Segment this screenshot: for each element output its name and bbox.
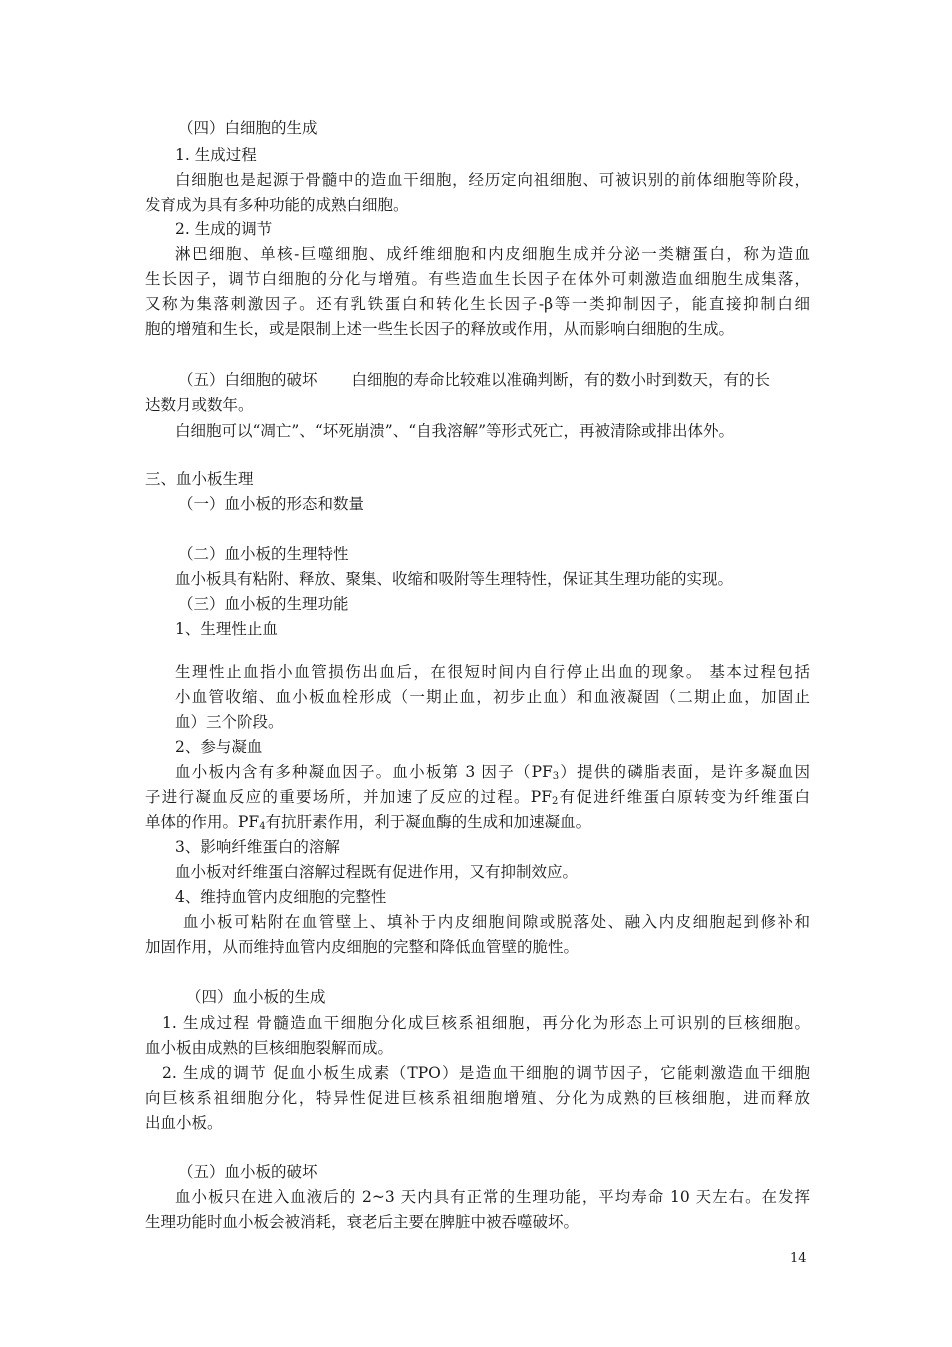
paragraph-line: 血小板具有粘附、释放、聚集、收缩和吸附等生理特性，保证其生理功能的实现。 xyxy=(175,570,734,588)
section-heading: （四）血小板的生成 xyxy=(186,988,326,1006)
subscript: 3 xyxy=(552,771,560,782)
subsection-heading: 3、影响纤维蛋白的溶解 xyxy=(175,838,340,856)
paragraph-line xyxy=(175,762,810,782)
paragraph-text: 白细胞的寿命比较难以准确判断，有的数小时到数天，有的长 xyxy=(351,371,771,389)
section-heading: （四）白细胞的生成 xyxy=(178,119,318,137)
section-heading: （三）血小板的生理功能 xyxy=(178,595,349,613)
paragraph-line: 血小板由成熟的巨核细胞裂解而成。 xyxy=(145,1039,394,1057)
page-number: 14 xyxy=(790,1251,807,1266)
subscript: 4 xyxy=(259,821,266,832)
section-heading: （一）血小板的形态和数量 xyxy=(178,495,365,513)
paragraph-line: 生理性止血指小血管损伤出血后，在很短时间内自行停止出血的现象。 基本过程包括 xyxy=(175,663,810,681)
paragraph-line: 又称为集落刺激因子。还有乳铁蛋白和转化生长因子-β等一类抑制因子，能直接抑制白细 xyxy=(145,295,810,313)
subsection-heading: 1. 生成过程 xyxy=(175,146,257,164)
paragraph-line: 生长因子，调节白细胞的分化与增殖。有些造血生长因子在体外可刺激造血细胞生成集落， xyxy=(145,270,810,288)
subscript: 2 xyxy=(552,796,559,807)
text-run: 单体的作用。PF xyxy=(145,813,260,831)
section-heading: （二）血小板的生理特性 xyxy=(178,545,349,563)
section-heading: （五）血小板的破坏 xyxy=(178,1163,318,1181)
paragraph-line: 血小板可粘附在血管壁上、填补于内皮细胞间隙或脱落处、融入内皮细胞起到修补和 xyxy=(183,913,810,931)
paragraph-line: 加固作用，从而维持血管内皮细胞的完整和降低血管壁的脆性。 xyxy=(145,938,580,956)
subsection-heading: 2. 生成的调节 xyxy=(175,220,273,238)
paragraph-line: 白细胞可以“凋亡”、“坏死崩溃”、“自我溶解”等形式死亡，再被清除或排出体外。 xyxy=(175,422,735,440)
chapter-heading: 三、血小板生理 xyxy=(145,470,254,488)
paragraph-line: 血小板只在进入血液后的 2~3 天内具有正常的生理功能，平均寿命 10 天左右。在发挥 xyxy=(175,1188,810,1206)
text-run: 血小板内含有多种凝血因子。血小板第 3 因子（PF xyxy=(175,763,553,781)
paragraph-line: 2. 生成的调节 促血小板生成素（TPO）是造血干细胞的调节因子，它能刺激造血干细胞 xyxy=(162,1064,810,1082)
paragraph-line xyxy=(145,787,810,807)
paragraph-line: 白细胞也是起源于骨髓中的造血干细胞，经历定向祖细胞、可被识别的前体细胞等阶段， xyxy=(175,171,810,189)
paragraph-line: 发育成为具有多种功能的成熟白细胞。 xyxy=(145,196,409,214)
text-run: 有抗肝素作用，利于凝血酶的生成和加速凝血。 xyxy=(265,813,592,831)
paragraph-line: 淋巴细胞、单核-巨噬细胞、成纤维细胞和内皮细胞生成并分泌一类糖蛋白，称为造血 xyxy=(175,245,810,263)
text-run: 子进行凝血反应的重要场所，并加速了反应的过程。PF xyxy=(145,788,552,806)
section-heading: （五）白细胞的破坏 xyxy=(178,371,318,389)
paragraph-line: 胞的增殖和生长，或是限制上述一些生长因子的释放或作用，从而影响白细胞的生成。 xyxy=(145,320,735,338)
paragraph-line: 血小板对纤维蛋白溶解过程既有促进作用，又有抑制效应。 xyxy=(175,863,579,881)
paragraph-line xyxy=(178,370,810,390)
subsection-heading: 1、生理性止血 xyxy=(175,620,278,638)
subsection-heading: 4、维持血管内皮细胞的完整性 xyxy=(175,888,387,906)
subsection-heading: 2、参与凝血 xyxy=(175,738,263,756)
paragraph-line: 小血管收缩、血小板血栓形成（一期止血，初步止血）和血液凝固（二期止血，加固止 xyxy=(175,688,810,706)
text-run: ）提供的磷脂表面，是许多凝血因 xyxy=(559,763,810,781)
paragraph-line: 生理功能时血小板会被消耗，衰老后主要在脾脏中被吞噬破坏。 xyxy=(145,1213,580,1231)
paragraph-line xyxy=(145,812,810,832)
paragraph-line: 出血小板。 xyxy=(145,1114,223,1132)
text-run: 有促进纤维蛋白原转变为纤维蛋白 xyxy=(558,788,810,806)
paragraph-line: 达数月或数年。 xyxy=(145,396,254,414)
paragraph-line: 1. 生成过程 骨髓造血干细胞分化成巨核系祖细胞，再分化为形态上可识别的巨核细胞。 xyxy=(162,1014,810,1032)
paragraph-line: 血）三个阶段。 xyxy=(175,713,284,731)
paragraph-line: 向巨核系祖细胞分化，特异性促进巨核系祖细胞增殖、分化为成熟的巨核细胞，进而释放 xyxy=(145,1089,810,1107)
